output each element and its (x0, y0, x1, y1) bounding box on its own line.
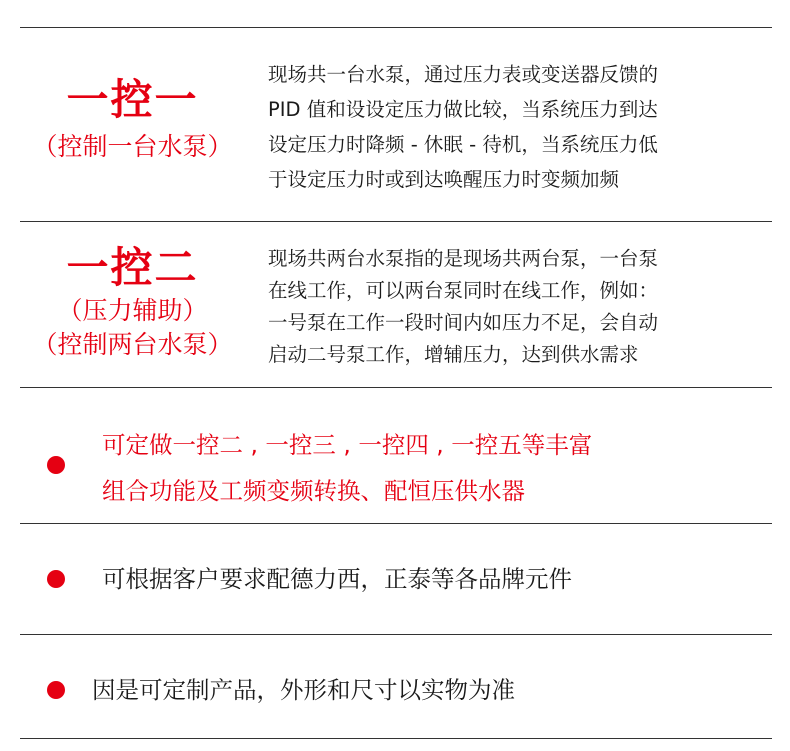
mode-heading (20, 76, 245, 164)
mode-heading (20, 244, 245, 362)
bullet-text-custom-product-note: 因是可定制产品，外形和尺寸以实物为准 (92, 676, 515, 704)
description-line: 设定压力时降频 - 休眠 - 待机，当系统压力低 (268, 133, 658, 156)
bullet-text-custom-combinations (102, 422, 592, 514)
mode-subtitle: （压力辅助） (57, 296, 208, 325)
bullet-line: 可定做一控二 , 一控三 , 一控四 , 一控五等丰富 (102, 431, 593, 459)
divider (20, 387, 772, 388)
mode-title: 一控二 (66, 243, 199, 292)
bullet-dot (47, 681, 65, 699)
mode-description (268, 57, 768, 197)
bullet-dot (47, 456, 65, 474)
mode-title: 一控一 (66, 75, 199, 124)
divider (20, 634, 772, 635)
description-line: 现场共一台水泵，通过压力表或变送器反馈的 (268, 63, 659, 86)
description-line: 一号泵在工作一段时间内如压力不足，会自动 (268, 311, 659, 334)
description-line: 于设定压力时或到达唤醒压力时变频加频 (268, 168, 620, 191)
description-line: 现场共两台水泵指的是现场共两台泵，一台泵 (268, 247, 659, 270)
mode-section-one-control-one (20, 28, 772, 221)
bullet-line: 组合功能及工频变频转换、配恒压供水器 (102, 477, 525, 505)
mode-subtitle: （控制两台水泵） (32, 330, 233, 359)
bullet-text-brand-components: 可根据客户要求配德力西，正泰等各品牌元件 (102, 565, 572, 593)
description-line: PID 值和设设定压力做比较，当系统压力到达 (268, 98, 658, 121)
divider (20, 523, 772, 524)
mode-section-one-control-two (20, 222, 772, 387)
mode-description (268, 243, 768, 371)
description-line: 启动二号泵工作，增辅压力，达到供水需求 (268, 343, 639, 366)
bullet-dot (47, 570, 65, 588)
divider (20, 738, 772, 739)
description-line: 在线工作，可以两台泵同时在线工作，例如： (268, 279, 659, 302)
mode-subtitle: （控制一台水泵） (32, 132, 233, 161)
